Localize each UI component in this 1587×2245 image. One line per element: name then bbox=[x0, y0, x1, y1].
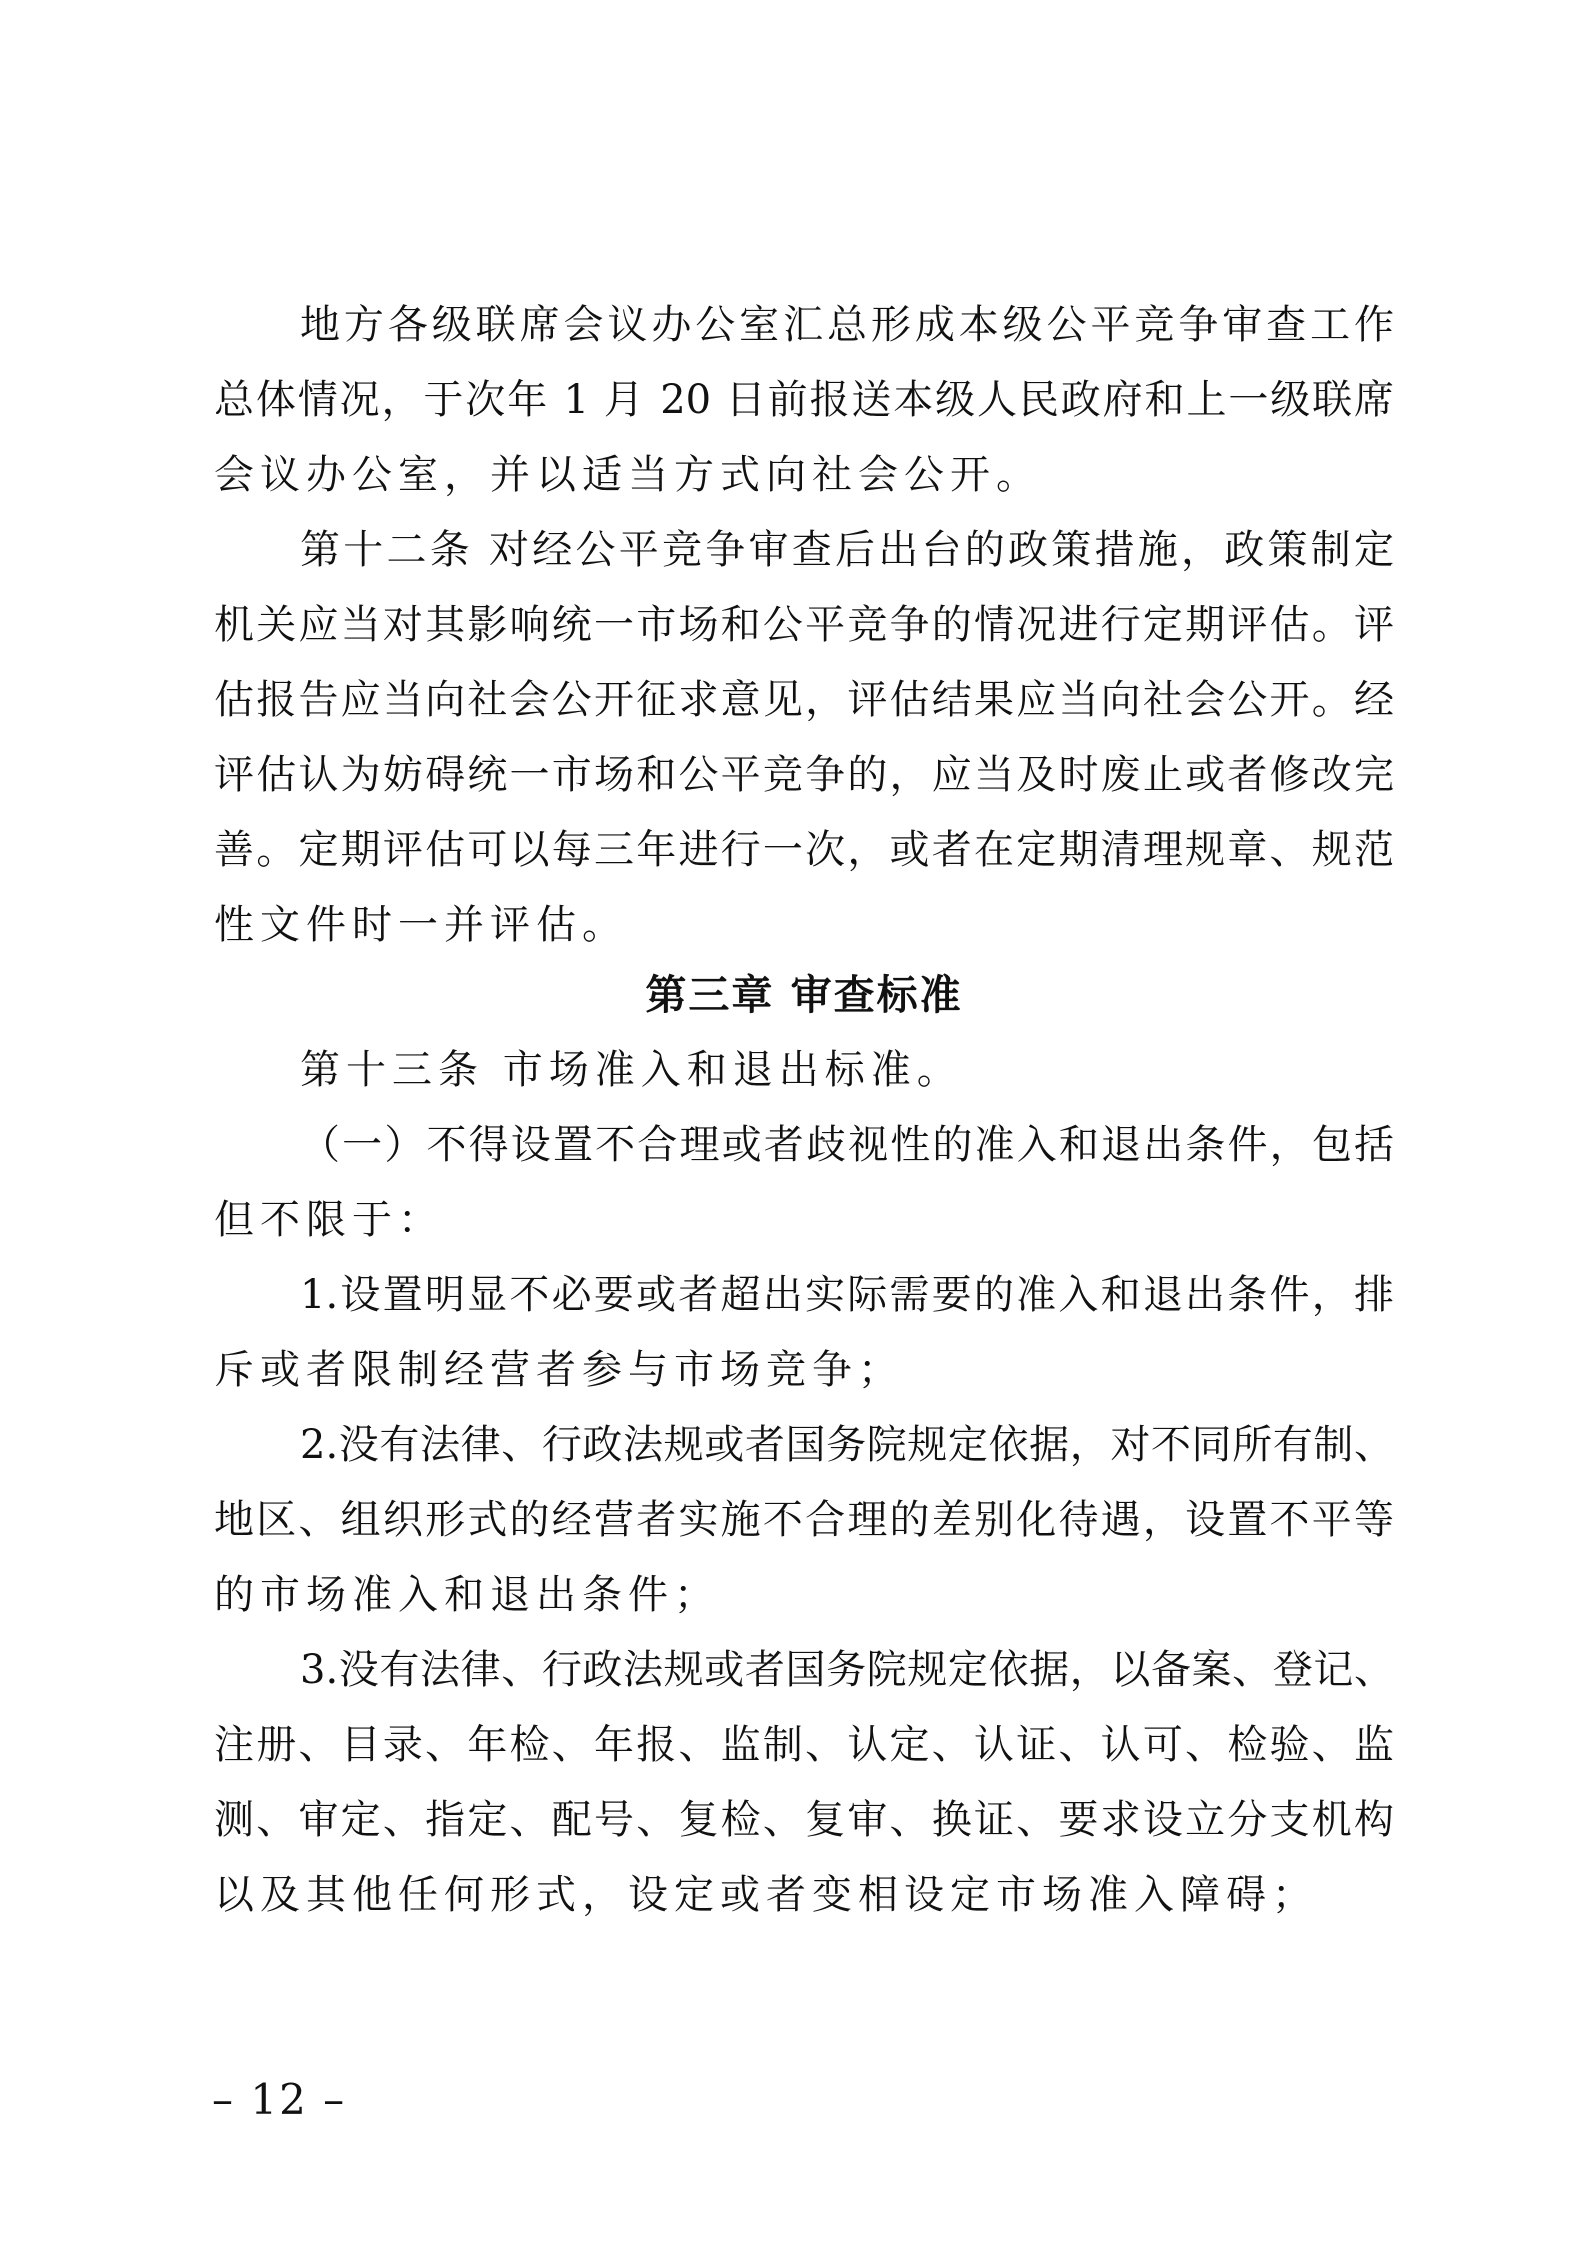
paragraph-line: 性文件时一并评估。 bbox=[214, 902, 628, 948]
item-2-line: 2.没有法律、行政法规或者国务院规定依据，对不同所有制、 bbox=[300, 1422, 1394, 1468]
paragraph-line: 会议办公室，并以适当方式向社会公开。 bbox=[214, 452, 1042, 498]
paragraph-line: 估报告应当向社会公开征求意见，评估结果应当向社会公开。经 bbox=[214, 677, 1394, 723]
item-1-line: 斥或者限制经营者参与市场竞争； bbox=[214, 1347, 904, 1393]
clause-line: 但不限于： bbox=[214, 1197, 444, 1243]
clause-line: （一）不得设置不合理或者歧视性的准入和退出条件，包括 bbox=[300, 1122, 1394, 1168]
paragraph-line: 评估认为妨碍统一市场和公平竞争的，应当及时废止或者修改完 bbox=[214, 752, 1394, 798]
article-12-line: 第十二条 对经公平竞争审查后出台的政策措施，政策制定 bbox=[300, 527, 1394, 573]
item-1-line: 1.设置明显不必要或者超出实际需要的准入和退出条件，排 bbox=[300, 1272, 1394, 1318]
paragraph-line: 善。定期评估可以每三年进行一次，或者在定期清理规章、规范 bbox=[214, 827, 1394, 873]
paragraph-line: 总体情况，于次年 1 月 20 日前报送本级人民政府和上一级联席 bbox=[214, 377, 1394, 423]
item-3-line: 测、审定、指定、配号、复检、复审、换证、要求设立分支机构 bbox=[214, 1797, 1394, 1843]
paragraph-line: 地方各级联席会议办公室汇总形成本级公平竞争审查工作 bbox=[300, 302, 1394, 348]
article-13-line: 第十三条 市场准入和退出标准。 bbox=[300, 1047, 963, 1093]
page-number: – 12 – bbox=[212, 2075, 347, 2124]
item-3-line: 3.没有法律、行政法规或者国务院规定依据，以备案、登记、 bbox=[300, 1647, 1394, 1693]
item-2-line: 地区、组织形式的经营者实施不合理的差别化待遇，设置不平等 bbox=[214, 1497, 1394, 1543]
chapter-heading: 第三章 审查标准 bbox=[645, 971, 963, 1019]
item-2-line: 的市场准入和退出条件； bbox=[214, 1572, 720, 1618]
paragraph-line: 机关应当对其影响统一市场和公平竞争的情况进行定期评估。评 bbox=[214, 602, 1394, 648]
item-3-line: 以及其他任何形式，设定或者变相设定市场准入障碍； bbox=[214, 1872, 1318, 1918]
item-3-line: 注册、目录、年检、年报、监制、认定、认证、认可、检验、监 bbox=[214, 1722, 1394, 1768]
